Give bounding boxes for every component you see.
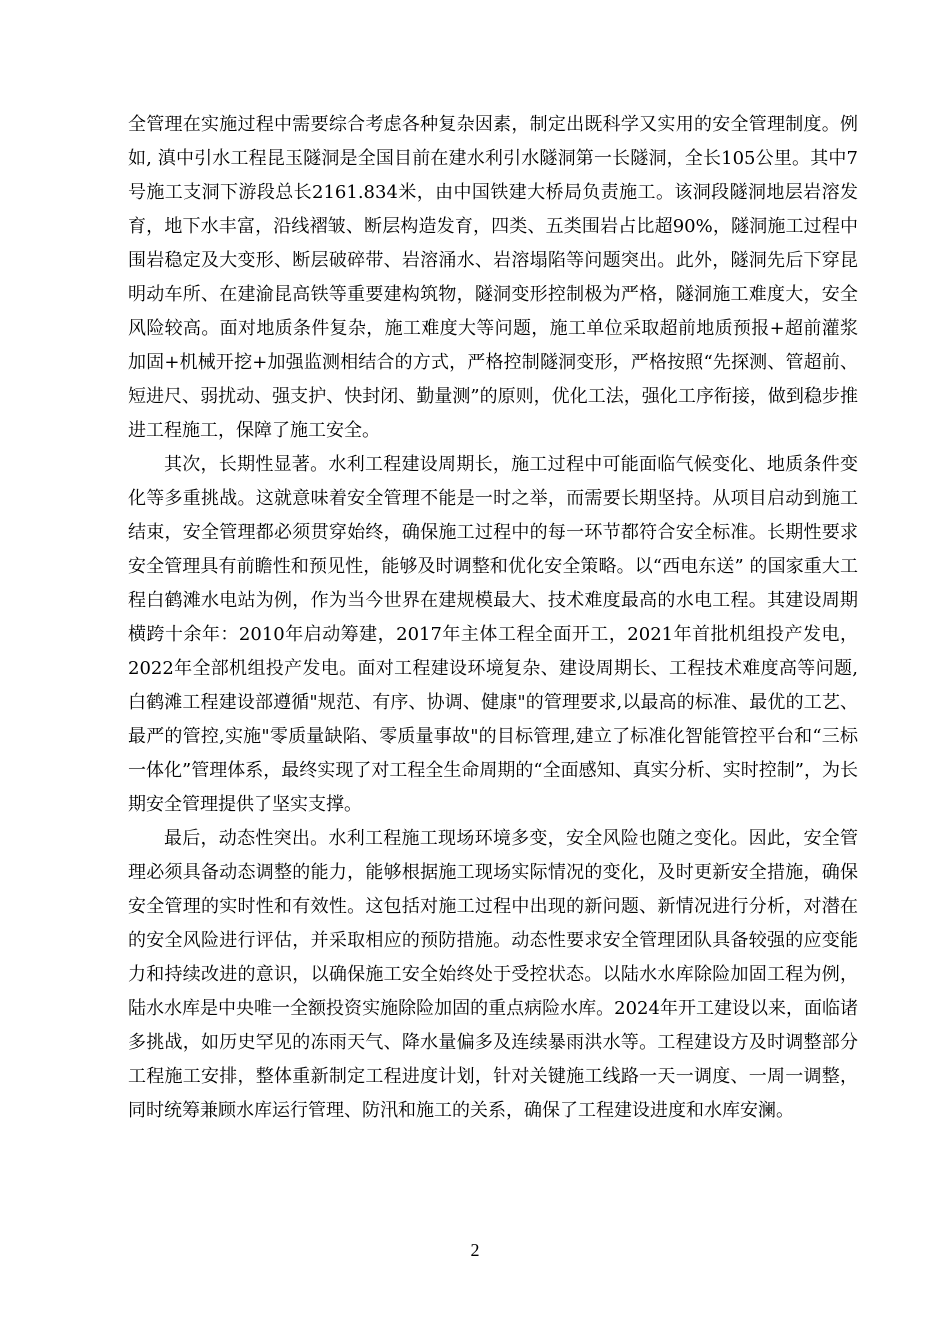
paragraph-safety-complexity: 全管理在实施过程中需要综合考虑各种复杂因素，制定出既科学又实用的安全管理制度。例如, 滇中引水工程昆玉隧洞是全国目前在建水利引水隧洞第一长隧洞，全长105公里。其中7号施工支洞下游段总长2161.834米，由中国铁建大桥局负责施工。该洞段隧洞地层岩溶发育，地下水丰富，沿线褶皱、断层构造发育，四类、五类围岩占比超90%，隧洞施工过程中围岩稳定及大变形、断层破碎带、岩溶涌水、岩溶塌陷等问题突出。此外，隧洞先后下穿昆明动车所、在建渝昆高铁等重要建构筑物，隧洞变形控制极为严格，隧洞施工难度大，安全风险较高。面对地质条件复杂，施工难度大等问题，施工单位采取超前地质预报+超前灌浆加固+机械开挖+加强监测相结合的方式，严格控制隧洞变形，严格按照“先探测、管超前、短进尺、弱扰动、强支护、快封闭、勤量测”的原则，优化工法，强化工序衔接，做到稳步推进工程施工，保障了施工安全。 (128, 114, 858, 441)
body-text (128, 108, 858, 1128)
paragraph-long-term: 其次，长期性显著。水利工程建设周期长，施工过程中可能面临气候变化、地质条件变化等多重挑战。这就意味着安全管理不能是一时之举，而需要长期坚持。从项目启动到施工结束，安全管理都必须贯穿始终，确保施工过程中的每一环节都符合安全标准。长期性要求安全管理具有前瞻性和预见性，能够及时调整和优化安全策略。以“西电东送” 的国家重大工程白鹤滩水电站为例，作为当今世界在建规模最大、技术难度最高的水电工程。其建设周期横跨十余年：2010年启动筹建，2017年主体工程全面开工，2021年首批机组投产发电，2022年全部机组投产发电。面对工程建设环境复杂、建设周期长、工程技术难度高等问题,白鹤滩工程建设部遵循"规范、有序、协调、健康"的管理要求,以最高的标准、最优的工艺、最严的管控,实施"零质量缺陷、零质量事故"的目标管理,建立了标准化智能管控平台和“三标一体化”管理体系，最终实现了对工程全生命周期的“全面感知、真实分析、实时控制”，为长期安全管理提供了坚实支撑。 (128, 454, 858, 815)
page-number: 2 (470, 1240, 480, 1260)
paragraph-dynamic: 最后，动态性突出。水利工程施工现场环境多变，安全风险也随之变化。因此，安全管理必须具备动态调整的能力，能够根据施工现场实际情况的变化，及时更新安全措施，确保安全管理的实时性和有效性。这包括对施工过程中出现的新问题、新情况进行分析，对潜在的安全风险进行评估，并采取相应的预防措施。动态性要求安全管理团队具备较强的应变能力和持续改进的意识，以确保施工安全始终处于受控状态。以陆水水库除险加固工程为例，陆水水库是中央唯一全额投资实施除险加固的重点病险水库。2024年开工建设以来，面临诸多挑战，如历史罕见的冻雨天气、降水量偏多及连续暴雨洪水等。工程建设方及时调整部分工程施工安排，整体重新制定工程进度计划，针对关键施工线路一天一调度、一周一调整，同时统筹兼顾水库运行管理、防汛和施工的关系，确保了工程建设进度和水库安澜。 (128, 828, 858, 1121)
